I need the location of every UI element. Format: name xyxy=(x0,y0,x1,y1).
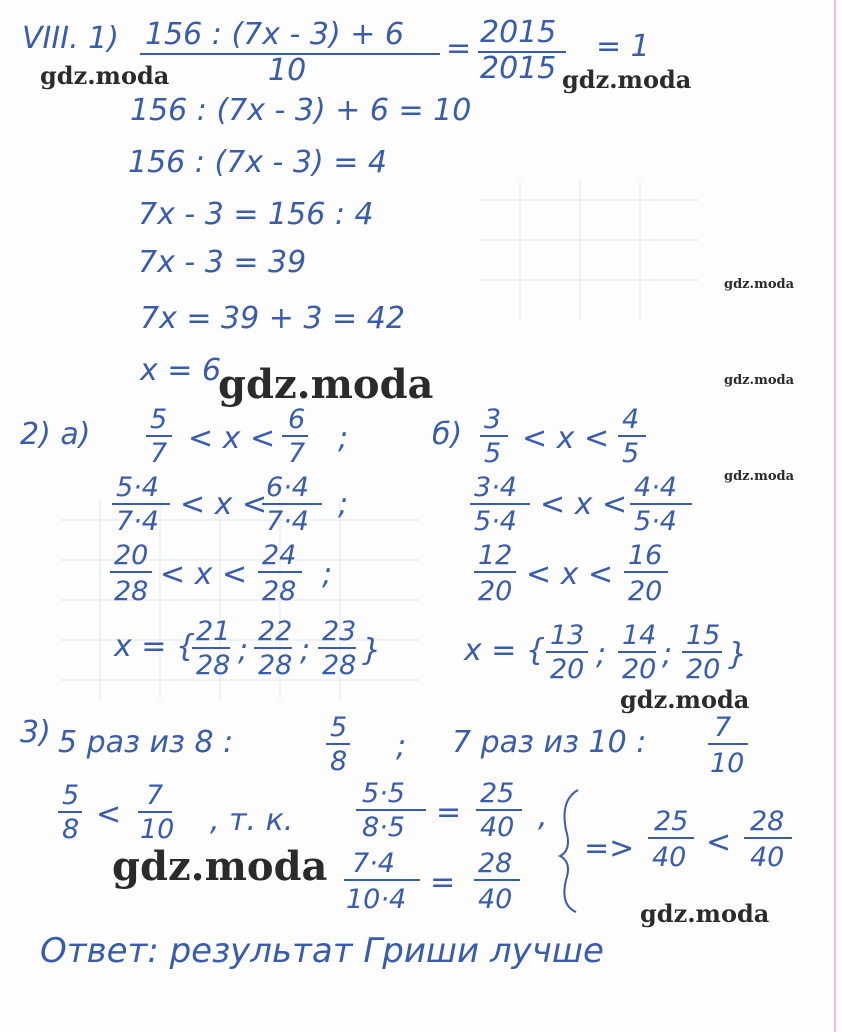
watermark: gdz.moda xyxy=(620,685,750,714)
watermark: gdz.moda xyxy=(724,469,795,484)
step-3: 7x - 3 = 156 : 4 xyxy=(138,197,374,232)
watermark: gdz.moda xyxy=(40,61,170,90)
step-6: x = 6 xyxy=(140,353,222,388)
frac-num: 15 xyxy=(686,620,721,651)
step-1: 156 : (7x - 3) + 6 = 10 xyxy=(130,93,472,128)
frac-den: 20 xyxy=(478,576,513,607)
inequality-mid: < x < xyxy=(180,487,268,522)
list-separator: ; xyxy=(662,637,673,672)
eq-numerator: 156 : (7x - 3) + 6 xyxy=(145,17,404,52)
answer-line: Ответ: результат Гриши лучше xyxy=(40,931,604,971)
step-5: 7x = 39 + 3 = 42 xyxy=(140,301,405,336)
frac-den: 40 xyxy=(652,842,687,873)
problem3-text-a: 5 раз из 8 : xyxy=(58,725,234,760)
separator: ; xyxy=(338,487,349,522)
separator: , xyxy=(538,799,548,834)
frac-den: 7·4 xyxy=(266,506,309,537)
frac-den: 8 xyxy=(62,814,80,845)
frac-den: 20 xyxy=(628,576,663,607)
watermark: gdz.moda xyxy=(640,899,770,928)
eq-rhs-numerator: 2015 xyxy=(480,15,557,50)
frac-num: 4 xyxy=(622,404,640,435)
frac-num: 24 xyxy=(262,540,297,571)
frac-den: 20 xyxy=(622,654,657,685)
frac-den: 28 xyxy=(258,650,293,681)
equals: = xyxy=(430,865,456,900)
frac-den: 7 xyxy=(288,438,306,469)
answer-suffix: } xyxy=(728,637,748,672)
frac-num: 28 xyxy=(750,806,785,837)
list-separator: ; xyxy=(596,637,607,672)
watermark: gdz.moda xyxy=(218,361,434,408)
frac-num: 7 xyxy=(714,712,732,743)
eq-rhs-denominator: 2015 xyxy=(480,51,557,86)
inequality-mid: < x < xyxy=(526,557,614,592)
frac-den: 7 xyxy=(150,438,168,469)
frac-num: 16 xyxy=(628,540,663,571)
frac-num: 5·4 xyxy=(116,472,159,503)
frac-den: 40 xyxy=(750,842,785,873)
eq-result: = 1 xyxy=(596,29,650,64)
frac-den: 5 xyxy=(484,438,502,469)
compare-op: < xyxy=(96,797,122,832)
frac-num: 3 xyxy=(484,404,502,435)
frac-num: 28 xyxy=(478,848,513,879)
list-separator: ; xyxy=(300,633,311,668)
problem3-label: 3) xyxy=(20,715,51,750)
eq-equals: = xyxy=(446,31,472,66)
frac-num: 25 xyxy=(480,778,515,809)
frac-den: 40 xyxy=(478,884,513,915)
frac-den: 10 xyxy=(710,748,745,779)
eq-denominator: 10 xyxy=(268,53,307,88)
separator: ; xyxy=(322,557,333,592)
frac-den: 5·4 xyxy=(634,506,677,537)
frac-num: 5 xyxy=(150,404,168,435)
watermark: gdz.moda xyxy=(112,843,328,890)
frac-num: 22 xyxy=(258,616,293,647)
frac-num: 3·4 xyxy=(474,472,517,503)
frac-num: 14 xyxy=(622,620,657,651)
frac-num: 7 xyxy=(146,780,164,811)
compare-op: < xyxy=(706,825,732,860)
frac-num: 20 xyxy=(114,540,149,571)
frac-den: 40 xyxy=(480,812,515,843)
frac-den: 28 xyxy=(196,650,231,681)
frac-num: 5 xyxy=(62,780,80,811)
problem1-title: VIII. 1) xyxy=(22,21,119,56)
step-2: 156 : (7x - 3) = 4 xyxy=(128,145,387,180)
frac-den: 8 xyxy=(330,746,348,777)
implies-arrow: => xyxy=(584,831,635,866)
frac-den: 5·4 xyxy=(474,506,517,537)
problem3-text-b: 7 раз из 10 : xyxy=(452,725,647,760)
frac-num: 6·4 xyxy=(266,472,309,503)
frac-num: 21 xyxy=(196,616,231,647)
frac-num: 12 xyxy=(478,540,513,571)
inequality-mid: < x < xyxy=(540,487,628,522)
frac-den: 20 xyxy=(686,654,721,685)
frac-num: 5 xyxy=(330,712,348,743)
step-4: 7x - 3 = 39 xyxy=(138,245,307,280)
problem2-label-b: б) xyxy=(432,417,463,452)
frac-num: 7·4 xyxy=(352,848,395,879)
frac-num: 13 xyxy=(550,620,585,651)
watermark: gdz.moda xyxy=(562,65,692,94)
problem2-label-a: 2) а) xyxy=(20,417,91,452)
answer-prefix: x = { xyxy=(114,629,196,664)
frac-num: 6 xyxy=(288,404,306,435)
frac-num: 5·5 xyxy=(362,778,405,809)
frac-den: 10 xyxy=(140,814,175,845)
frac-den: 28 xyxy=(322,650,357,681)
frac-den: 28 xyxy=(114,576,149,607)
inequality-mid: < x < xyxy=(188,421,276,456)
answer-suffix: } xyxy=(362,633,382,668)
frac-den: 10·4 xyxy=(346,884,407,915)
frac-num: 23 xyxy=(322,616,357,647)
watermark: gdz.moda xyxy=(724,277,795,292)
frac-den: 20 xyxy=(550,654,585,685)
separator: ; xyxy=(396,729,407,764)
frac-num: 25 xyxy=(654,806,689,837)
watermark: gdz.moda xyxy=(724,373,795,388)
frac-den: 7·4 xyxy=(116,506,159,537)
equals: = xyxy=(436,795,462,830)
answer-prefix: x = { xyxy=(464,633,546,668)
frac-num: 4·4 xyxy=(634,472,677,503)
system-brace xyxy=(560,790,578,912)
list-separator: ; xyxy=(238,633,249,668)
frac-den: 28 xyxy=(262,576,297,607)
inequality-mid: < x < xyxy=(160,557,248,592)
because-text: , т. к. xyxy=(210,803,294,838)
inequality-mid: < x < xyxy=(522,421,610,456)
frac-den: 8·5 xyxy=(362,812,405,843)
frac-den: 5 xyxy=(622,438,640,469)
separator: ; xyxy=(338,421,349,456)
